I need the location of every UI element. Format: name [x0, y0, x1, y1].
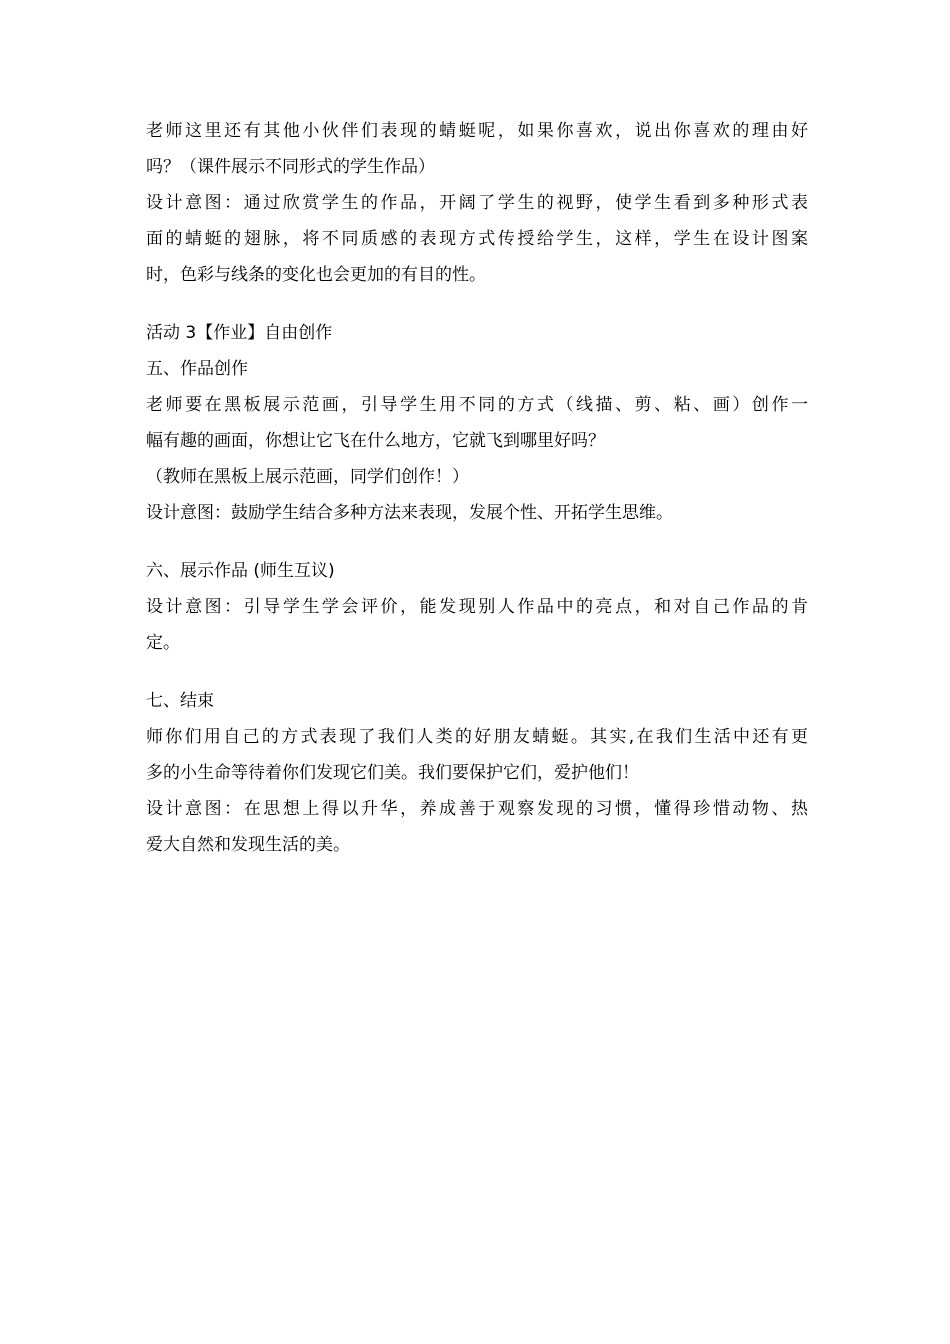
paragraph-gap [146, 531, 808, 553]
text-line: 老师要在黑板展示范画，引导学生用不同的方式（线描、剪、粘、画）创作一 [146, 395, 808, 415]
text-line: 吗？（课件展示不同形式的学生作品） [146, 157, 435, 177]
ending-section [146, 683, 808, 863]
text-line: 老师这里还有其他小伙伴们表现的蜻蜓呢，如果你喜欢，说出你喜欢的理由好 [146, 121, 808, 141]
design-intent-line: 设计意图：引导学生学会评价，能发现别人作品中的亮点，和对自己作品的肯 [146, 597, 808, 617]
design-intent-line: 设计意图：鼓励学生结合多种方法来表现，发展个性、开拓学生思维。 [146, 503, 673, 523]
paragraph-gap [146, 661, 808, 683]
activity-section [146, 315, 808, 531]
text-line: （教师在黑板上展示范画，同学们创作！） [146, 467, 469, 487]
section-heading: 七、结束 [146, 691, 214, 711]
text-line: 多的小生命等待着你们发现它们美。我们要保护它们，爱护他们！ [146, 763, 639, 783]
intro-paragraph [146, 113, 808, 293]
paragraph-gap [146, 293, 808, 315]
text-line: 师你们用自己的方式表现了我们人类的好朋友蜻蜓。其实,在我们生活中还有更 [146, 727, 808, 747]
activity-heading: 活动 3【作业】自由创作 [146, 323, 333, 343]
text-line: 时，色彩与线条的变化也会更加的有目的性。 [146, 265, 486, 285]
text-line: 爱大自然和发现生活的美。 [146, 835, 350, 855]
document-body [146, 113, 808, 863]
section-heading: 五、作品创作 [146, 359, 248, 379]
design-intent-line: 设计意图：通过欣赏学生的作品，开阔了学生的视野，使学生看到多种形式表 [146, 193, 808, 213]
design-intent-line: 设计意图：在思想上得以升华，养成善于观察发现的习惯，懂得珍惜动物、热 [146, 799, 808, 819]
text-line: 幅有趣的画面，你想让它飞在什么地方，它就飞到哪里好吗？ [146, 431, 605, 451]
text-line: 定。 [146, 633, 180, 653]
section-heading: 六、展示作品 (师生互议) [146, 561, 335, 581]
text-line: 面的蜻蜓的翅脉，将不同质感的表现方式传授给学生，这样，学生在设计图案 [146, 229, 808, 249]
showcase-section [146, 553, 808, 661]
